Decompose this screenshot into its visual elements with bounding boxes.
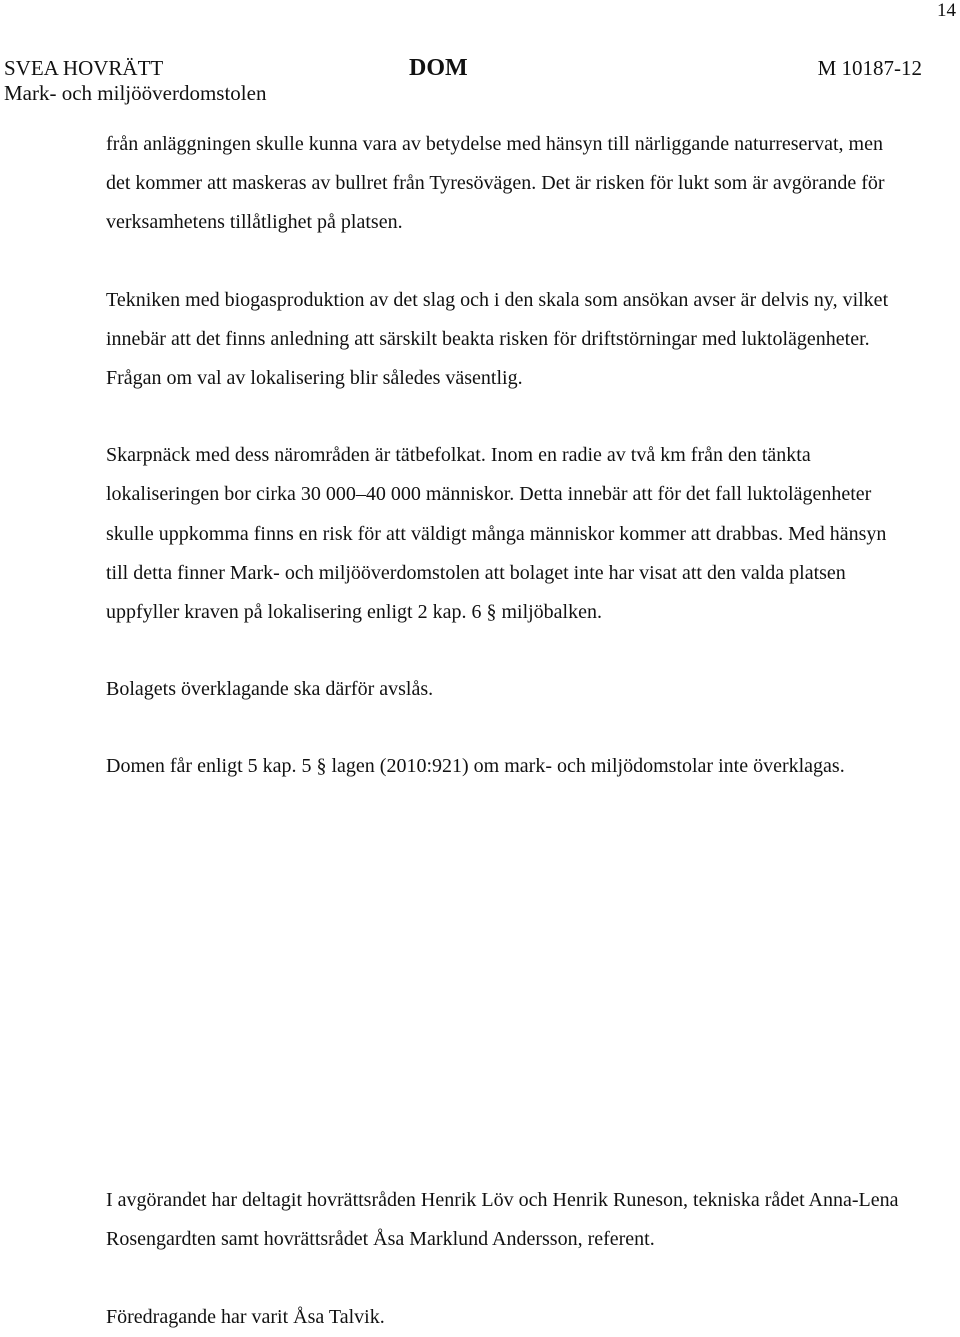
paragraph-population: Skarpnäck med dess närområden är tätbefolkat. Inom en radie av två km från den tänkta lokaliseringen bor cirka 30 000–40 000 människor. Detta innebär att för det fall luktolägenheter skulle uppkomma finns en risk för att väldigt många människor kommer att drabbas. Med hänsyn till detta finner Mark- och miljööverdomstolen att bolaget inte har visat att den valda platsen uppfyller kraven på lokalisering enligt 2 kap. 6 § miljöbalken. xyxy=(106,444,887,624)
case-number: M 10187-12 xyxy=(817,56,922,80)
page-number: 14 xyxy=(937,0,956,21)
court-department: Mark- och miljööverdomstolen xyxy=(4,81,267,105)
document-type: DOM xyxy=(409,55,468,81)
paragraph-odor-risk: från anläggningen skulle kunna vara av betydelse med hänsyn till närliggande naturreservat, men det kommer att maskeras av bullret från Tyresövägen. Det är risken för lukt som är avgörande för verksamhetens tillåtlighet på platsen. xyxy=(106,133,885,234)
rapporteur-statement: Föredragande har varit Åsa Talvik. xyxy=(106,1306,385,1328)
paragraph-appeal-rejected: Bolagets överklagande ska därför avslås. xyxy=(106,678,434,701)
paragraph-no-appeal: Domen får enligt 5 kap. 5 § lagen (2010:921) om mark- och miljödomstolar inte överklagas. xyxy=(106,755,845,778)
paragraph-technology: Tekniken med biogasproduktion av det slag och i den skala som ansökan avser är delvis ny, vilket innebär att det finns anledning att särskilt beakta risken för driftstörningar med luktolägenheter. Frågan om val av lokalisering blir således väsentlig. xyxy=(106,288,889,390)
court-name: SVEA HOVRÄTT xyxy=(4,56,164,80)
judgment-body xyxy=(106,125,906,825)
participants-statement: I avgörandet har deltagit hovrättsråden Henrik Löv och Henrik Runeson, tekniska rådet Anna-Lena Rosengardten samt hovrättsrådet Åsa Marklund Andersson, referent. xyxy=(106,1189,899,1251)
